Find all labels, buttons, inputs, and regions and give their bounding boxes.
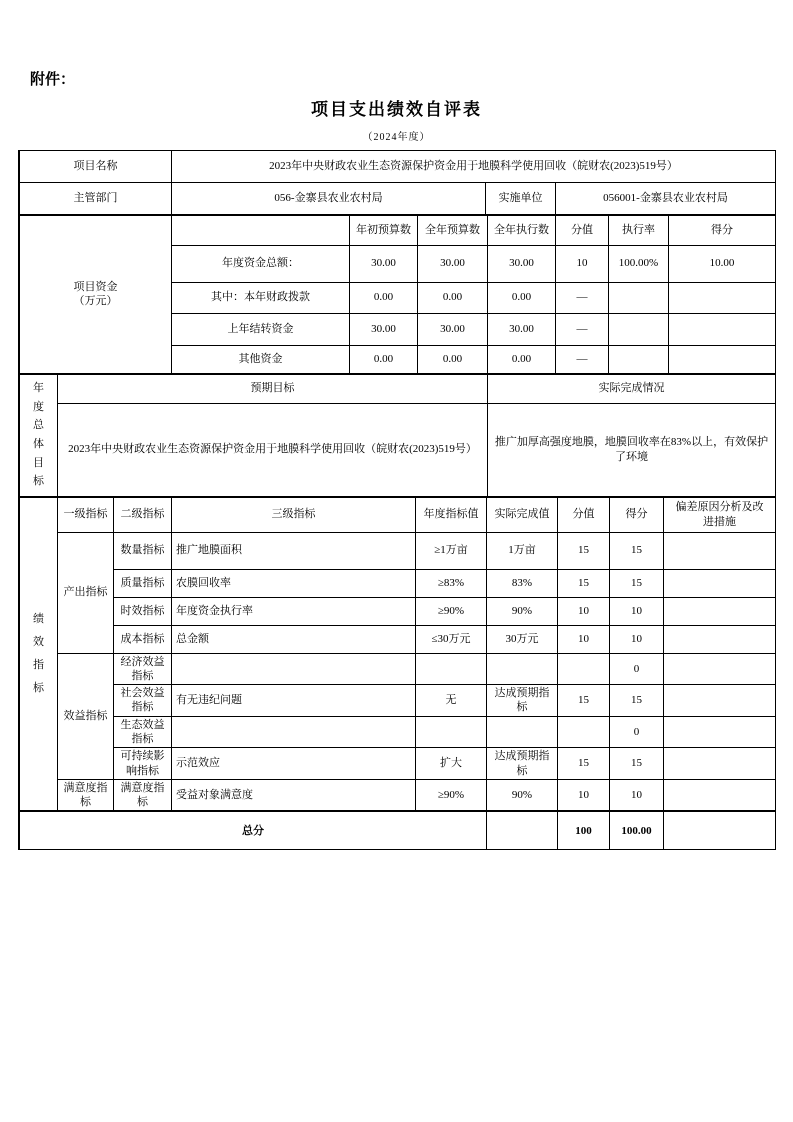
basic-info-table <box>19 151 776 215</box>
goal-section-label <box>20 374 58 496</box>
funding-section-label <box>20 215 172 373</box>
indicator-row <box>20 779 776 811</box>
funding-row-label: 其他资金 <box>172 345 350 373</box>
deviation-cell <box>664 597 776 625</box>
funding-cell: 30.00 <box>350 245 418 282</box>
indicator-row <box>20 685 776 717</box>
weight-cell <box>558 653 610 685</box>
target-cell: ≥83% <box>416 569 487 597</box>
dept-label: 主管部门 <box>20 182 172 214</box>
evaluation-table <box>18 150 776 850</box>
deviation-cell <box>664 685 776 717</box>
total-deviation <box>664 811 776 849</box>
level1-benefit: 效益指标 <box>58 653 114 779</box>
funding-table <box>19 215 776 374</box>
funding-cell: — <box>556 313 609 345</box>
target-cell: 扩大 <box>416 748 487 780</box>
score-cell: 0 <box>610 716 664 748</box>
indicator-row <box>20 569 776 597</box>
target-cell: ≤30万元 <box>416 625 487 653</box>
funding-header-exec-rate: 执行率 <box>609 215 669 245</box>
table-row <box>20 151 776 182</box>
score-cell: 10 <box>610 779 664 811</box>
indicators-table <box>19 497 776 850</box>
goal-expected-header: 预期目标 <box>58 374 488 403</box>
level3-cell: 总金额 <box>172 625 416 653</box>
goal-expected-value: 2023年中央财政农业生态资源保护资金用于地膜科学使用回收（皖财农(2023)519号） <box>58 403 488 496</box>
funding-cell: 10 <box>556 245 609 282</box>
funding-cell: 30.00 <box>488 313 556 345</box>
funding-cell: — <box>556 345 609 373</box>
score-cell: 10 <box>610 597 664 625</box>
funding-cell: 30.00 <box>418 313 488 345</box>
weight-cell <box>558 716 610 748</box>
goal-header-row <box>20 374 776 403</box>
deviation-cell <box>664 653 776 685</box>
funding-cell <box>669 345 776 373</box>
weight-cell: 15 <box>558 569 610 597</box>
indicators-section-label-text: 绩效指标 <box>33 612 44 695</box>
goal-actual-value: 推广加厚高强度地膜，地膜回收率在83%以上，有效保护了环境 <box>488 403 776 496</box>
header-level2: 二级指标 <box>114 497 172 532</box>
funding-header-empty <box>172 215 350 245</box>
dept-value: 056-金寨县农业农村局 <box>172 182 486 214</box>
level1-output: 产出指标 <box>58 532 114 653</box>
level2-cell: 数量指标 <box>114 532 172 569</box>
level3-cell: 受益对象满意度 <box>172 779 416 811</box>
page-title: 项目支出绩效自评表 <box>311 100 482 119</box>
level3-cell: 推广地膜面积 <box>172 532 416 569</box>
indicator-row <box>20 532 776 569</box>
header-actual: 实际完成值 <box>487 497 558 532</box>
funding-cell: 0.00 <box>418 282 488 313</box>
level2-cell: 可持续影响指标 <box>114 748 172 780</box>
funding-row-label: 其中：本年财政拨款 <box>172 282 350 313</box>
level3-cell: 农膜回收率 <box>172 569 416 597</box>
indicator-row <box>20 748 776 780</box>
indicator-row <box>20 716 776 748</box>
deviation-cell <box>664 625 776 653</box>
total-actual <box>487 811 558 849</box>
actual-cell <box>487 716 558 748</box>
target-cell: ≥90% <box>416 779 487 811</box>
header-level1: 一级指标 <box>58 497 114 532</box>
funding-cell: 0.00 <box>418 345 488 373</box>
actual-cell: 90% <box>487 597 558 625</box>
level2-cell: 经济效益指标 <box>114 653 172 685</box>
funding-row-label: 年度资金总额： <box>172 245 350 282</box>
title-block <box>0 95 793 143</box>
deviation-cell <box>664 569 776 597</box>
funding-cell: 0.00 <box>488 282 556 313</box>
funding-cell: 10.00 <box>669 245 776 282</box>
target-cell: ≥90% <box>416 597 487 625</box>
score-cell: 0 <box>610 653 664 685</box>
funding-cell <box>609 313 669 345</box>
header-deviation: 偏差原因分析及改进措施 <box>664 497 776 532</box>
level2-cell: 生态效益指标 <box>114 716 172 748</box>
deviation-cell <box>664 779 776 811</box>
level1-satisfaction: 满意度指标 <box>58 779 114 811</box>
actual-cell: 90% <box>487 779 558 811</box>
funding-cell: 0.00 <box>350 345 418 373</box>
level2-cell: 质量指标 <box>114 569 172 597</box>
funding-header-score: 得分 <box>669 215 776 245</box>
funding-cell: 30.00 <box>488 245 556 282</box>
level3-cell <box>172 716 416 748</box>
header-weight: 分值 <box>558 497 610 532</box>
funding-row-label: 上年结转资金 <box>172 313 350 345</box>
unit-value: 056001-金寨县农业农村局 <box>556 182 776 214</box>
level2-cell: 满意度指标 <box>114 779 172 811</box>
target-cell: 无 <box>416 685 487 717</box>
weight-cell: 10 <box>558 597 610 625</box>
level3-cell <box>172 653 416 685</box>
score-cell: 10 <box>610 625 664 653</box>
funding-cell: 30.00 <box>350 313 418 345</box>
attachment-label: 附件： <box>30 72 76 88</box>
actual-cell: 达成预期指标 <box>487 748 558 780</box>
total-weight: 100 <box>558 811 610 849</box>
deviation-cell <box>664 748 776 780</box>
funding-header-initial: 年初预算数 <box>350 215 418 245</box>
weight-cell: 15 <box>558 748 610 780</box>
header-score: 得分 <box>610 497 664 532</box>
funding-cell <box>609 345 669 373</box>
header-level3: 三级指标 <box>172 497 416 532</box>
total-label: 总分 <box>20 811 487 849</box>
target-cell <box>416 653 487 685</box>
deviation-cell <box>664 716 776 748</box>
score-cell: 15 <box>610 748 664 780</box>
weight-cell: 10 <box>558 625 610 653</box>
funding-section-label-line2: （万元） <box>73 295 118 307</box>
score-cell: 15 <box>610 685 664 717</box>
funding-header-weight: 分值 <box>556 215 609 245</box>
weight-cell: 10 <box>558 779 610 811</box>
funding-cell <box>669 282 776 313</box>
funding-section-label-line1: 项目资金 <box>73 280 118 293</box>
indicator-row <box>20 625 776 653</box>
level3-cell: 有无违纪问题 <box>172 685 416 717</box>
funding-cell: 100.00% <box>609 245 669 282</box>
unit-label: 实施单位 <box>486 182 556 214</box>
level3-cell: 示范效应 <box>172 748 416 780</box>
weight-cell: 15 <box>558 532 610 569</box>
funding-cell <box>669 313 776 345</box>
level3-cell: 年度资金执行率 <box>172 597 416 625</box>
funding-cell <box>609 282 669 313</box>
table-row <box>20 182 776 214</box>
funding-header-executed: 全年执行数 <box>488 215 556 245</box>
project-name-label: 项目名称 <box>20 151 172 182</box>
score-cell: 15 <box>610 569 664 597</box>
actual-cell: 30万元 <box>487 625 558 653</box>
level2-cell: 成本指标 <box>114 625 172 653</box>
funding-header-annual: 全年预算数 <box>418 215 488 245</box>
goal-section-label-text: 年度总体目标 <box>33 381 44 488</box>
goal-content-row <box>20 403 776 496</box>
indicator-row <box>20 653 776 685</box>
goal-actual-header: 实际完成情况 <box>488 374 776 403</box>
funding-header-row <box>20 215 776 245</box>
funding-cell: 30.00 <box>418 245 488 282</box>
level2-cell: 时效指标 <box>114 597 172 625</box>
total-row <box>20 811 776 849</box>
indicator-row <box>20 597 776 625</box>
funding-cell: — <box>556 282 609 313</box>
header-target: 年度指标值 <box>416 497 487 532</box>
project-name-value: 2023年中央财政农业生态资源保护资金用于地膜科学使用回收（皖财农(2023)519号） <box>172 151 776 182</box>
actual-cell <box>487 653 558 685</box>
annual-goal-table <box>19 374 776 497</box>
score-cell: 15 <box>610 532 664 569</box>
indicators-section-label <box>20 497 58 811</box>
actual-cell: 1万亩 <box>487 532 558 569</box>
actual-cell: 83% <box>487 569 558 597</box>
indicators-header-row <box>20 497 776 532</box>
actual-cell: 达成预期指标 <box>487 685 558 717</box>
target-cell <box>416 716 487 748</box>
page-subtitle: （2024年度） <box>362 132 431 143</box>
funding-cell: 0.00 <box>488 345 556 373</box>
weight-cell: 15 <box>558 685 610 717</box>
funding-cell: 0.00 <box>350 282 418 313</box>
deviation-cell <box>664 532 776 569</box>
target-cell: ≥1万亩 <box>416 532 487 569</box>
level2-cell: 社会效益指标 <box>114 685 172 717</box>
total-score: 100.00 <box>610 811 664 849</box>
